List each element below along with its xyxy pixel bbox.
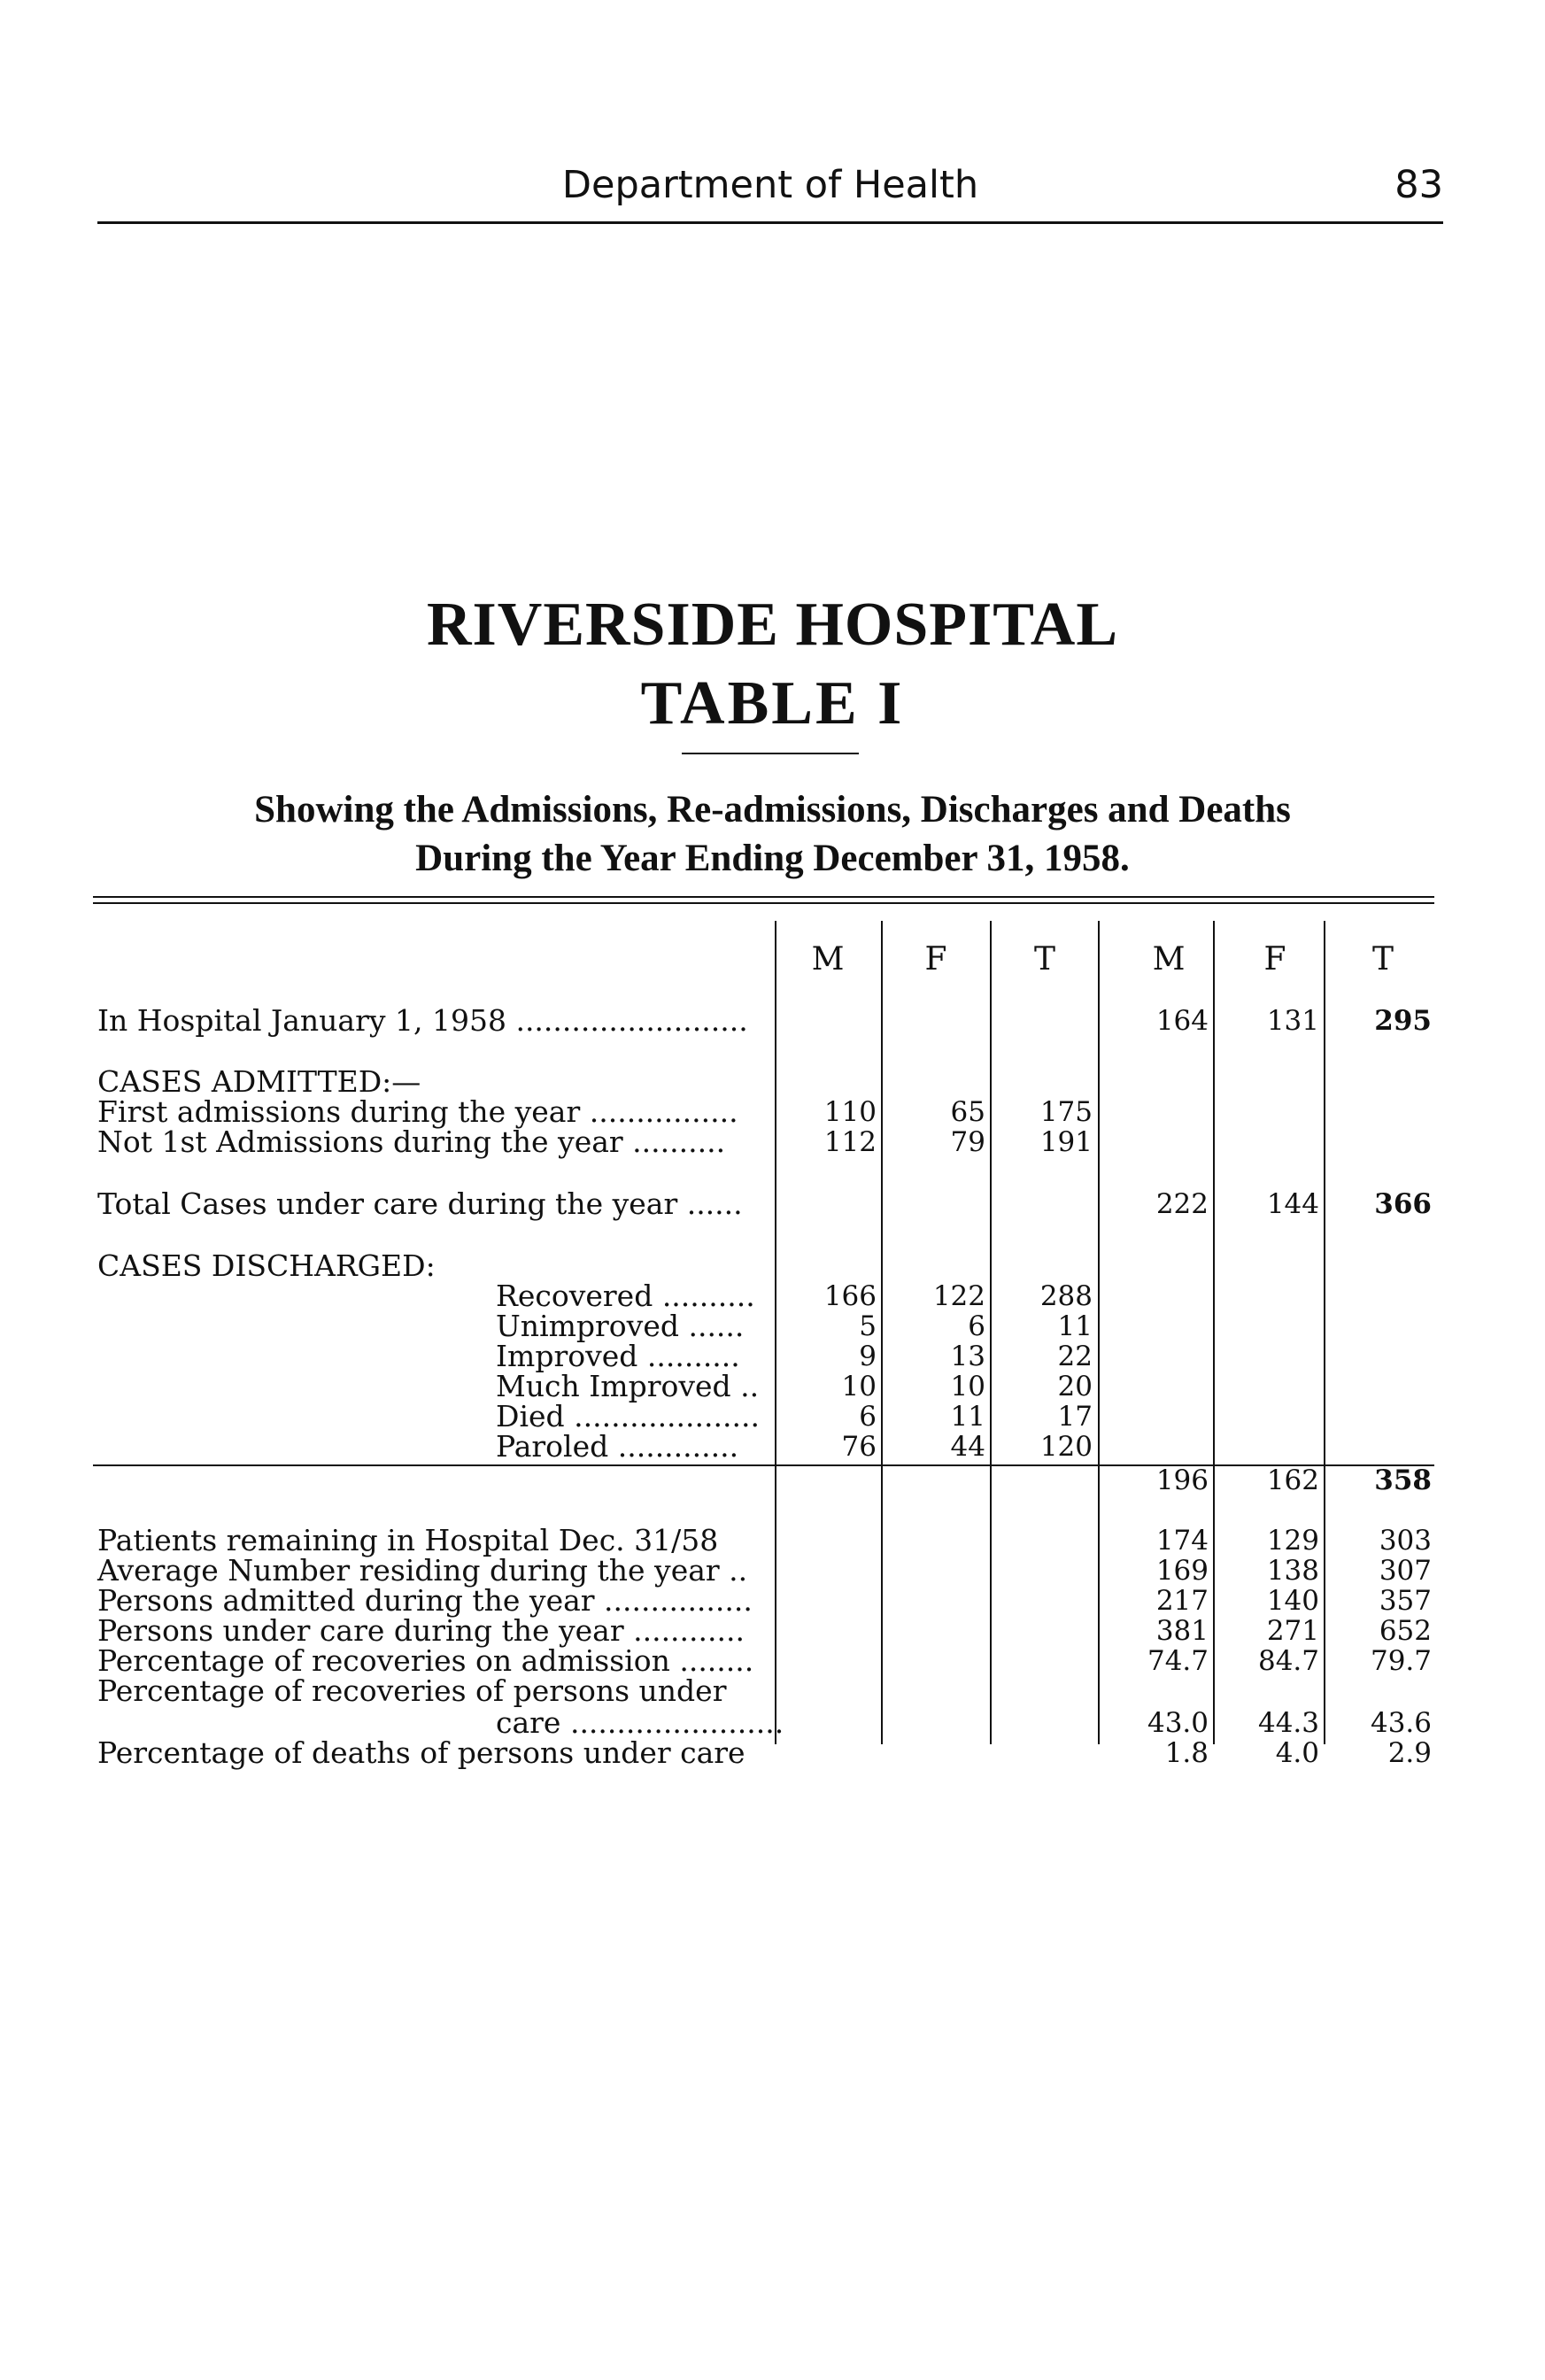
table-cell: 9	[859, 1341, 877, 1372]
table-cell: 140	[1266, 1585, 1319, 1617]
table-cell: 288	[1039, 1280, 1093, 1312]
column-divider	[1098, 921, 1100, 1744]
row-label: Average Number residing during the year ..	[97, 1553, 748, 1588]
table-cell: 381	[1155, 1615, 1209, 1647]
table-cell: 11	[950, 1401, 985, 1433]
table-cell: 11	[1057, 1310, 1093, 1342]
page-number: 83	[1394, 163, 1443, 207]
table-cell: 6	[859, 1401, 877, 1433]
row-label: Unimproved ......	[496, 1309, 745, 1343]
row-label: Percentage of recoveries of persons under	[97, 1673, 727, 1708]
table-cell: 129	[1266, 1525, 1319, 1557]
subtitle-line2: During the Year Ending December 31, 1958.	[415, 838, 1130, 879]
table-cell: 366	[1374, 1188, 1432, 1220]
table-cell: 652	[1379, 1615, 1432, 1647]
table-cell: 17	[1057, 1401, 1093, 1433]
column-header: T	[1371, 941, 1394, 978]
table-cell: 196	[1155, 1464, 1209, 1496]
subtitle-line1: Showing the Admissions, Re-admissions, Discharges and Deaths	[254, 789, 1291, 831]
row-label: CASES ADMITTED:—	[97, 1064, 421, 1099]
column-header: F	[924, 941, 947, 978]
row-label: Percentage of recoveries on admission ........	[97, 1643, 754, 1678]
table-cell: 43.0	[1147, 1707, 1209, 1739]
table-cell: 20	[1057, 1371, 1093, 1402]
row-label: First admissions during the year ................	[97, 1094, 738, 1129]
department-title: Department of Health	[561, 163, 979, 207]
table-cell: 44	[950, 1431, 985, 1463]
column-divider	[881, 921, 883, 1744]
column-header: T	[1033, 941, 1055, 978]
column-divider	[1324, 921, 1325, 1744]
column-divider	[775, 921, 776, 1744]
table-cell: 174	[1155, 1525, 1209, 1557]
table-cell: 307	[1379, 1555, 1432, 1587]
table-cell: 303	[1379, 1525, 1432, 1557]
table-top-rule	[93, 896, 1434, 898]
table-cell: 138	[1266, 1555, 1319, 1587]
column-divider	[1213, 921, 1215, 1744]
table-cell: 175	[1039, 1096, 1093, 1128]
row-label: Percentage of deaths of persons under care	[97, 1735, 745, 1770]
title-rule	[682, 753, 859, 754]
table-cell: 191	[1039, 1126, 1093, 1158]
table-cell: 110	[823, 1096, 877, 1128]
table-cell: 122	[932, 1280, 985, 1312]
table-cell: 131	[1266, 1005, 1319, 1037]
column-header: M	[1152, 941, 1186, 978]
row-label: Improved ..........	[496, 1339, 740, 1373]
table-cell: 22	[1057, 1341, 1093, 1372]
table-cell: 164	[1155, 1005, 1209, 1037]
table-cell: 10	[950, 1371, 985, 1402]
table-cell: 13	[950, 1341, 985, 1372]
hospital-title: RIVERSIDE HOSPITAL	[426, 591, 1119, 659]
table-cell: 65	[950, 1096, 985, 1128]
table-cell: 358	[1374, 1464, 1432, 1496]
table-top-rule-2	[93, 902, 1434, 904]
table-cell: 44.3	[1257, 1707, 1319, 1739]
table-cell: 79.7	[1370, 1645, 1432, 1677]
table-cell: 4.0	[1275, 1737, 1319, 1769]
table-cell: 166	[823, 1280, 877, 1312]
row-label: Patients remaining in Hospital Dec. 31/58	[97, 1523, 719, 1557]
table-cell: 76	[841, 1431, 877, 1463]
row-label: Much Improved ..	[496, 1369, 760, 1403]
row-label: Persons under care during the year ............	[97, 1613, 745, 1648]
table-cell: 43.6	[1370, 1707, 1432, 1739]
row-label: In Hospital January 1, 1958 .........................	[97, 1003, 748, 1038]
row-label: Not 1st Admissions during the year ..........	[97, 1124, 726, 1159]
table-cell: 357	[1379, 1585, 1432, 1617]
table-cell: 295	[1374, 1005, 1432, 1037]
table-cell: 222	[1155, 1188, 1209, 1220]
row-label: Paroled .............	[496, 1429, 739, 1464]
table-cell: 162	[1266, 1464, 1319, 1496]
page-header	[97, 159, 1443, 224]
table-cell: 217	[1155, 1585, 1209, 1617]
row-label: care .......................	[496, 1705, 784, 1740]
table-cell: 120	[1039, 1431, 1093, 1463]
column-divider	[990, 921, 992, 1744]
row-label: Recovered ..........	[496, 1279, 755, 1313]
table-cell: 5	[859, 1310, 877, 1342]
table-cell: 10	[841, 1371, 877, 1402]
table-cell: 84.7	[1257, 1645, 1319, 1677]
row-label: Died ....................	[496, 1399, 760, 1433]
table-cell: 6	[968, 1310, 985, 1342]
table-cell: 74.7	[1147, 1645, 1209, 1677]
table-cell: 79	[950, 1126, 985, 1158]
row-label: Persons admitted during the year ................	[97, 1583, 753, 1618]
table-cell: 144	[1266, 1188, 1319, 1220]
table-cell: 271	[1266, 1615, 1319, 1647]
column-header: F	[1263, 941, 1286, 978]
table-cell: 169	[1155, 1555, 1209, 1587]
table-cell: 1.8	[1164, 1737, 1209, 1769]
table-cell: 112	[823, 1126, 877, 1158]
row-label: Total Cases under care during the year ......	[97, 1186, 743, 1221]
table-cell: 2.9	[1387, 1737, 1432, 1769]
table-bottom-rule	[93, 1464, 1434, 1466]
column-header: M	[811, 941, 845, 978]
row-label: CASES DISCHARGED:	[97, 1248, 436, 1283]
table-title: TABLE I	[640, 669, 905, 738]
